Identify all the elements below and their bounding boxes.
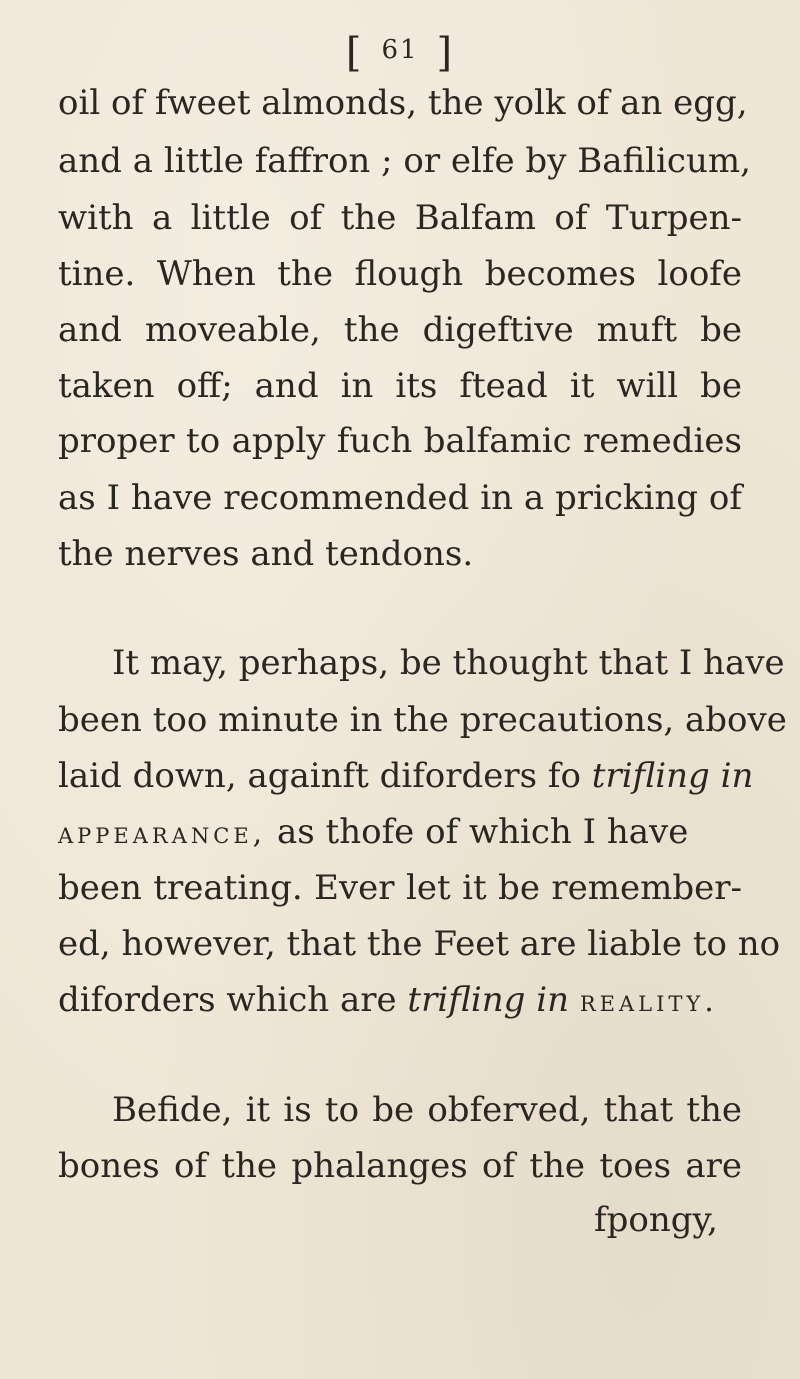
- text-line: oil of fweet almonds, the yolk of an egg,: [58, 83, 748, 123]
- text-line-mixed: [58, 980, 718, 1020]
- text-line: and moveable, the digeftive muft be: [58, 310, 742, 350]
- text-line-mixed: [58, 756, 754, 796]
- text-line: tine. When the flough becomes loofe: [58, 254, 742, 294]
- text-line: ed, however, that the Feet are liable to no: [58, 924, 781, 964]
- text-line: been treating. Ever let it be remember-: [58, 868, 742, 908]
- text-segment: diforders which are: [58, 980, 397, 1020]
- page-number: 61: [381, 35, 419, 65]
- text-segment: as thofe of which I have: [277, 812, 689, 852]
- text-line: bones of the phalanges of the toes are: [58, 1146, 742, 1186]
- text-segment: laid down, againft diforders fo: [58, 756, 581, 796]
- bracket-close: ]: [436, 30, 455, 76]
- catchword: fpongy,: [594, 1200, 718, 1240]
- small-caps-word: reality.: [579, 984, 718, 1019]
- text-line: taken off; and in its ftead it will be: [58, 366, 742, 406]
- text-line: the nerves and tendons.: [58, 534, 474, 574]
- text-line: with a little of the Balfam of Turpen-: [58, 198, 742, 238]
- text-line-mixed: [58, 812, 689, 852]
- page-header: [0, 30, 800, 76]
- italic-phrase: trifling in: [591, 756, 754, 796]
- text-line: proper to apply fuch balfamic remedies: [58, 421, 742, 461]
- small-caps-word: appearance,: [58, 816, 267, 851]
- text-line: Befide, it is to be obferved, that the: [112, 1090, 742, 1130]
- italic-phrase: trifling in: [407, 980, 570, 1020]
- text-line: as I have recommended in a pricking of: [58, 478, 742, 518]
- text-line: and a little faffron ; or elfe by Bafilicum,: [58, 141, 751, 181]
- text-line: been too minute in the precautions, above: [58, 700, 787, 740]
- text-line: It may, perhaps, be thought that I have: [112, 643, 785, 683]
- bracket-open: [: [345, 30, 364, 76]
